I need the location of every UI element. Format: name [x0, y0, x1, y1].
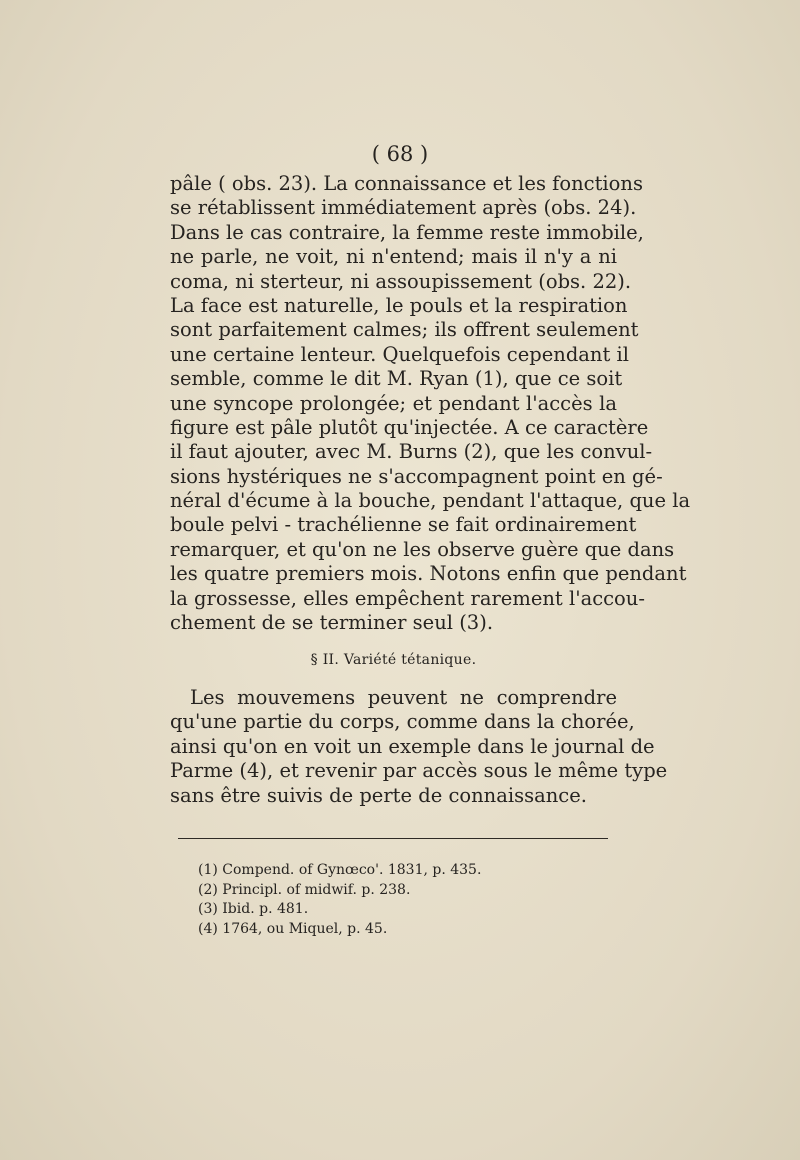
text-line: La face est naturelle, le pouls et la respiration — [170, 293, 628, 317]
text-line: ainsi qu'on en voit un exemple dans le journal de — [170, 734, 655, 758]
text-line: boule pelvi - trachélienne se fait ordinairement — [170, 513, 637, 537]
text-line: ne parle, ne voit, ni n'entend; mais il n'y a ni — [170, 245, 617, 269]
text-line: la grossesse, elles empêchent rarement l'accou- — [170, 586, 645, 610]
page-number: ( 68 ) — [371, 142, 429, 166]
text-line: Parme (4), et revenir par accès sous le même type — [170, 759, 668, 783]
text-line: chement de se terminer seul (3). — [170, 611, 494, 635]
footnotes — [198, 861, 598, 939]
footnote: (1) Compend. of Gynœco'. 1831, p. 435. — [198, 862, 482, 878]
text-line: néral d'écume à la bouche, pendant l'attaque, que la — [170, 489, 691, 513]
text-line: il faut ajouter, avec M. Burns (2), que les convul- — [170, 440, 653, 464]
paragraph-2 — [170, 686, 668, 808]
text-line: pâle ( obs. 23). La connaissance et les fonctions — [170, 172, 643, 195]
text-line: remarquer, et qu'on ne les observe guère que dans — [170, 537, 675, 561]
text-line: une certaine lenteur. Quelquefois cependant il — [170, 342, 630, 366]
text-line: qu'une partie du corps, comme dans la chorée, — [170, 710, 635, 734]
footnote: (4) 1764, ou Miquel, p. 45. — [198, 920, 388, 937]
text-line: se rétablissent immédiatement après (obs. 24). — [170, 196, 637, 220]
paragraph-1 — [170, 172, 691, 635]
text-line: sions hystériques ne s'accompagnent point en gé- — [170, 464, 663, 488]
text-line: semble, comme le dit M. Ryan (1), que ce soit — [170, 367, 623, 391]
footnote-divider — [178, 838, 608, 839]
text-line: une syncope prolongée; et pendant l'accès la — [170, 391, 617, 415]
text-line: les quatre premiers mois. Notons enfin que pendant — [170, 562, 687, 586]
text-line: Dans le cas contraire, la femme reste immobile, — [170, 220, 644, 244]
text-line: figure est pâle plutôt qu'injectée. A ce caractère — [170, 415, 649, 439]
footnote: (2) Principl. of midwif. p. 238. — [198, 881, 411, 898]
text-line: sont parfaitement calmes; ils offrent seulement — [170, 318, 639, 342]
text-line: sans être suivis de perte de connaissance. — [170, 783, 587, 807]
text-line: Les mouvemens peuvent ne comprendre — [190, 686, 617, 709]
footnote: (3) Ibid. p. 481. — [198, 901, 309, 917]
text-line: coma, ni sterteur, ni assoupissement (obs. 22). — [170, 269, 632, 293]
section-heading: § II. Variété tétanique. — [310, 652, 477, 668]
